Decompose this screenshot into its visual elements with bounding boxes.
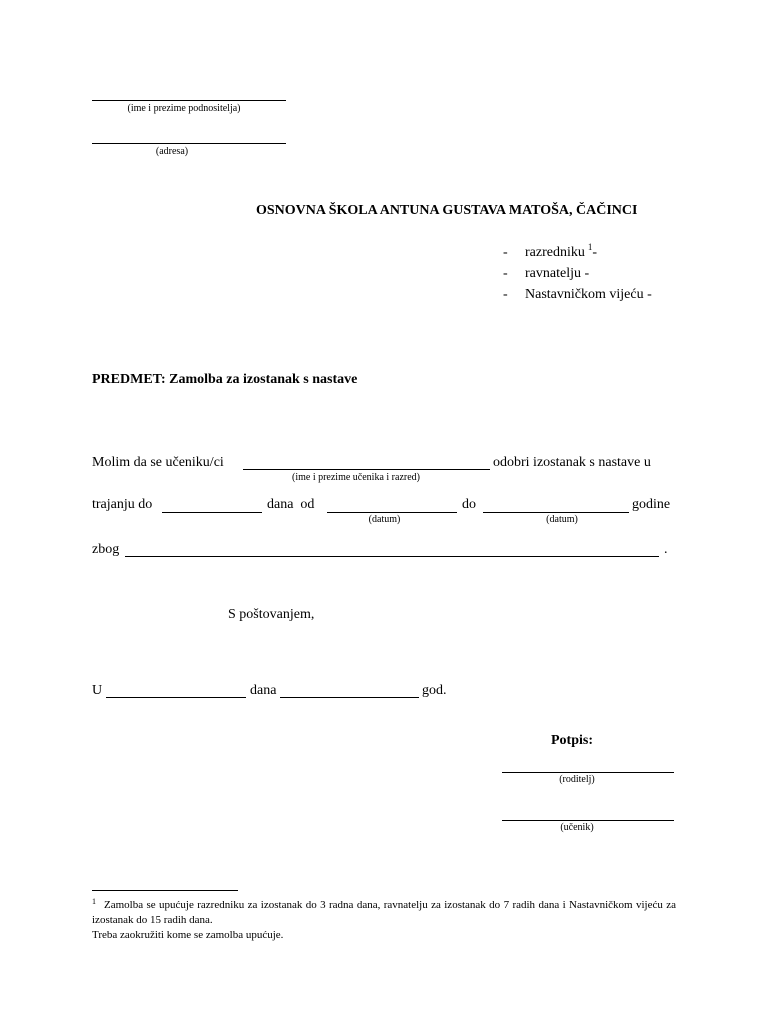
recipient-item-ravnatelju[interactable] [503, 263, 652, 284]
applicant-address-caption: (adresa) [155, 146, 189, 157]
list-dash: - [503, 266, 508, 281]
student-name-caption: (ime i prezime učenika i razred) [292, 472, 420, 483]
day-label: dana [250, 683, 277, 698]
recipient-item-nastavnicko-vijece[interactable] [503, 284, 652, 305]
subject-heading: PREDMET: Zamolba za izostanak s nastave [92, 372, 358, 387]
footnote [92, 894, 676, 943]
date-from-line[interactable] [327, 512, 457, 513]
student-signature-caption: (učenik) [560, 822, 594, 833]
body-line1-end: odobri izostanak s nastave u [493, 455, 651, 470]
footnote-text-block [92, 894, 676, 928]
list-dash: - [503, 245, 508, 260]
recipient-label: ravnatelju - [525, 266, 590, 281]
applicant-name-caption: (ime i prezime podnositelja) [127, 103, 241, 114]
body-line1-start: Molim da se učeniku/ci [92, 455, 224, 470]
footnote-text: Zamolba se upućuje razredniku za izostanak do 3 radna dana, ravnatelju za izostanak do 7 radih dana i Nastavničkom vijeću za izostanak do 15 radih dana. [92, 899, 676, 926]
recipient-item-razredniku[interactable] [503, 237, 652, 263]
closing-text: S poštovanjem, [228, 607, 315, 622]
footnote-number: 1 [92, 897, 96, 906]
year-suffix: god. [422, 683, 447, 698]
parent-caption: (roditelj) [559, 774, 595, 785]
recipient-label: razredniku [525, 245, 585, 260]
applicant-address-line[interactable] [92, 143, 286, 144]
footnote-separator [92, 890, 238, 891]
place-line[interactable] [106, 697, 246, 698]
parent-signature-line[interactable] [502, 772, 674, 773]
body-line3-end: . [664, 542, 668, 557]
body-line2-to: do [462, 497, 476, 512]
body-line2-end: godine [632, 497, 671, 512]
recipient-label: Nastavničkom vijeću - [525, 287, 652, 302]
body-line3-start: zbog [92, 542, 120, 557]
body-line2-days: dana od [267, 497, 315, 512]
date-line[interactable] [280, 697, 419, 698]
reason-line[interactable] [125, 556, 659, 557]
student-name-line[interactable] [243, 469, 490, 470]
recipient-suffix: - [592, 245, 598, 260]
days-count-line[interactable] [162, 512, 262, 513]
footnote-marker: 1 [587, 242, 593, 252]
place-prefix: U [92, 683, 103, 698]
footnote-note: Treba zaokružiti kome se zamolba upućuje. [92, 929, 284, 941]
applicant-name-line[interactable] [92, 100, 286, 101]
recipient-list [503, 237, 652, 305]
date-to-caption: (datum) [546, 514, 578, 525]
student-signature-line[interactable] [502, 820, 674, 821]
school-name: OSNOVNA ŠKOLA ANTUNA GUSTAVA MATOŠA, ČAČINCI [256, 203, 638, 218]
date-from-caption: (datum) [368, 514, 401, 525]
signature-label: Potpis: [551, 733, 593, 748]
list-dash: - [503, 287, 508, 302]
date-to-line[interactable] [483, 512, 629, 513]
body-line2-start: trajanju do [92, 497, 153, 512]
